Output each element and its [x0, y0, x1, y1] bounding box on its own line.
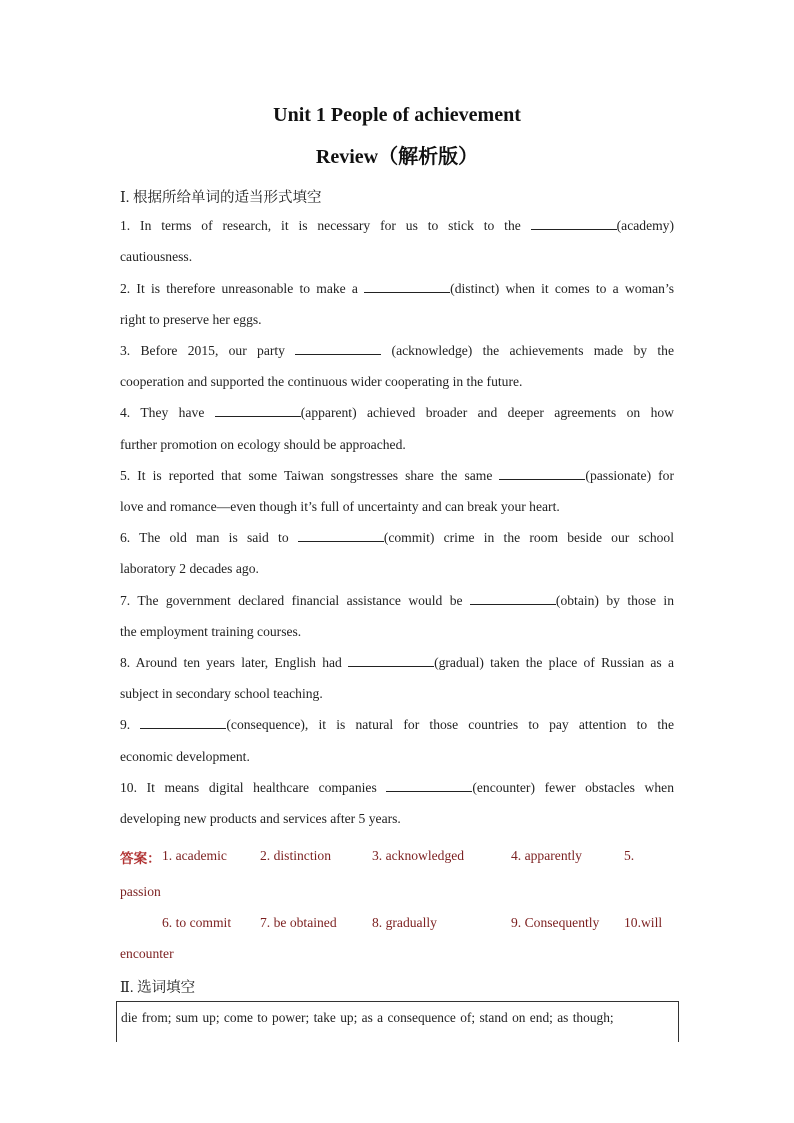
question-7-line-2: the employment training courses.	[120, 624, 302, 639]
answer-4: 4. apparently	[511, 848, 582, 863]
answer-8: 8. gradually	[372, 915, 437, 930]
question-7-blank[interactable]	[470, 592, 556, 605]
answer-10-part-1: 10.will	[624, 915, 663, 930]
question-2-text-a: 2. It is therefore unreasonable to make a	[120, 281, 365, 296]
word-bank-text: die from; sum up; come to power; take up; as a consequence of; stand on end; as though;	[121, 1010, 614, 1025]
document-subtitle: Review（解析版）	[315, 146, 479, 168]
question-7-text-b: (obtain) by those in	[555, 593, 674, 608]
question-4-text-b: (apparent) achieved broader and deeper agreements on how	[300, 405, 674, 420]
answer-3: 3. acknowledged	[372, 848, 465, 863]
question-6-text-a: 6. The old man is said to	[120, 530, 298, 545]
question-3-text-b: (acknowledge) the achievements made by the	[381, 343, 674, 358]
question-3-line-2: cooperation and supported the continuous wider cooperating in the future.	[120, 374, 523, 389]
question-10-line-2: developing new products and services after 5 years.	[120, 811, 401, 826]
question-9-line-1	[120, 716, 674, 734]
question-7-text-a: 7. The government declared financial assistance would be	[120, 593, 470, 608]
question-4-line-2: further promotion on ecology should be approached.	[120, 437, 406, 452]
answer-10-part-2: encounter	[120, 946, 174, 961]
answer-7: 7. be obtained	[260, 915, 337, 930]
answer-5-word: passion	[120, 884, 161, 899]
question-9-text-b: (consequence), it is natural for those countries to pay attention to the	[226, 717, 675, 732]
question-10-text-a: 10. It means digital healthcare companies	[120, 780, 387, 795]
question-3-text-a: 3. Before 2015, our party	[120, 343, 296, 358]
answer-5-number: 5.	[624, 848, 635, 863]
question-9-line-2: economic development.	[120, 749, 250, 764]
question-5-line-2: love and romance—even though it’s full of uncertainty and can break your heart.	[120, 499, 560, 514]
question-8-line-2: subject in secondary school teaching.	[120, 686, 323, 701]
question-5-text-b: (passionate) for	[585, 468, 674, 483]
question-6-line-2: laboratory 2 decades ago.	[120, 561, 259, 576]
question-5-blank[interactable]	[499, 467, 585, 480]
question-4-text-a: 4. They have	[120, 405, 215, 420]
question-6-text-b: (commit) crime in the room beside our school	[383, 530, 674, 545]
question-3-line-1	[120, 342, 674, 360]
question-5-text-a: 5. It is reported that some Taiwan songstresses share the same	[120, 468, 500, 483]
question-10-line-1	[120, 779, 674, 797]
question-2-line-2: right to preserve her eggs.	[120, 312, 262, 327]
section-2-heading: Ⅱ. 选词填空	[120, 980, 196, 996]
question-6-line-1	[120, 529, 674, 547]
answer-9: 9. Consequently	[511, 915, 600, 930]
answers-label: 答案：	[120, 851, 161, 866]
question-1-text-a: 1. In terms of research, it is necessary for us to stick to the	[120, 218, 531, 233]
question-4-line-1	[120, 404, 674, 422]
question-4-blank[interactable]	[215, 404, 301, 417]
question-8-text-b: (gradual) taken the place of Russian as a	[434, 655, 674, 670]
question-5-line-1	[120, 467, 674, 485]
question-9-blank[interactable]	[140, 716, 226, 729]
question-8-text-a: 8. Around ten years later, English had	[120, 655, 349, 670]
question-1-text-b: (academy)	[616, 218, 674, 233]
question-10-text-b: (encounter) fewer obstacles when	[472, 780, 674, 795]
answer-1: 1. academic	[162, 848, 227, 863]
question-1-blank[interactable]	[531, 217, 617, 230]
question-9-text-a: 9.	[120, 717, 141, 732]
question-2-blank[interactable]	[364, 280, 450, 293]
question-6-blank[interactable]	[298, 529, 384, 542]
question-8-blank[interactable]	[348, 654, 434, 667]
question-1-line-2: cautiousness.	[120, 249, 193, 264]
question-7-line-1	[120, 592, 674, 610]
question-3-blank[interactable]	[295, 342, 381, 355]
answer-6: 6. to commit	[162, 915, 232, 930]
question-8-line-1	[120, 654, 674, 672]
section-1-heading: Ⅰ. 根据所给单词的适当形式填空	[120, 190, 322, 206]
question-10-blank[interactable]	[386, 779, 472, 792]
word-bank-box	[116, 1001, 679, 1042]
question-2-text-b: (distinct) when it comes to a woman’s	[450, 281, 675, 296]
answer-2: 2. distinction	[260, 848, 331, 863]
question-2-line-1	[120, 280, 674, 298]
question-1-line-1	[120, 217, 674, 235]
document-title: Unit 1 People of achievement	[273, 104, 521, 126]
